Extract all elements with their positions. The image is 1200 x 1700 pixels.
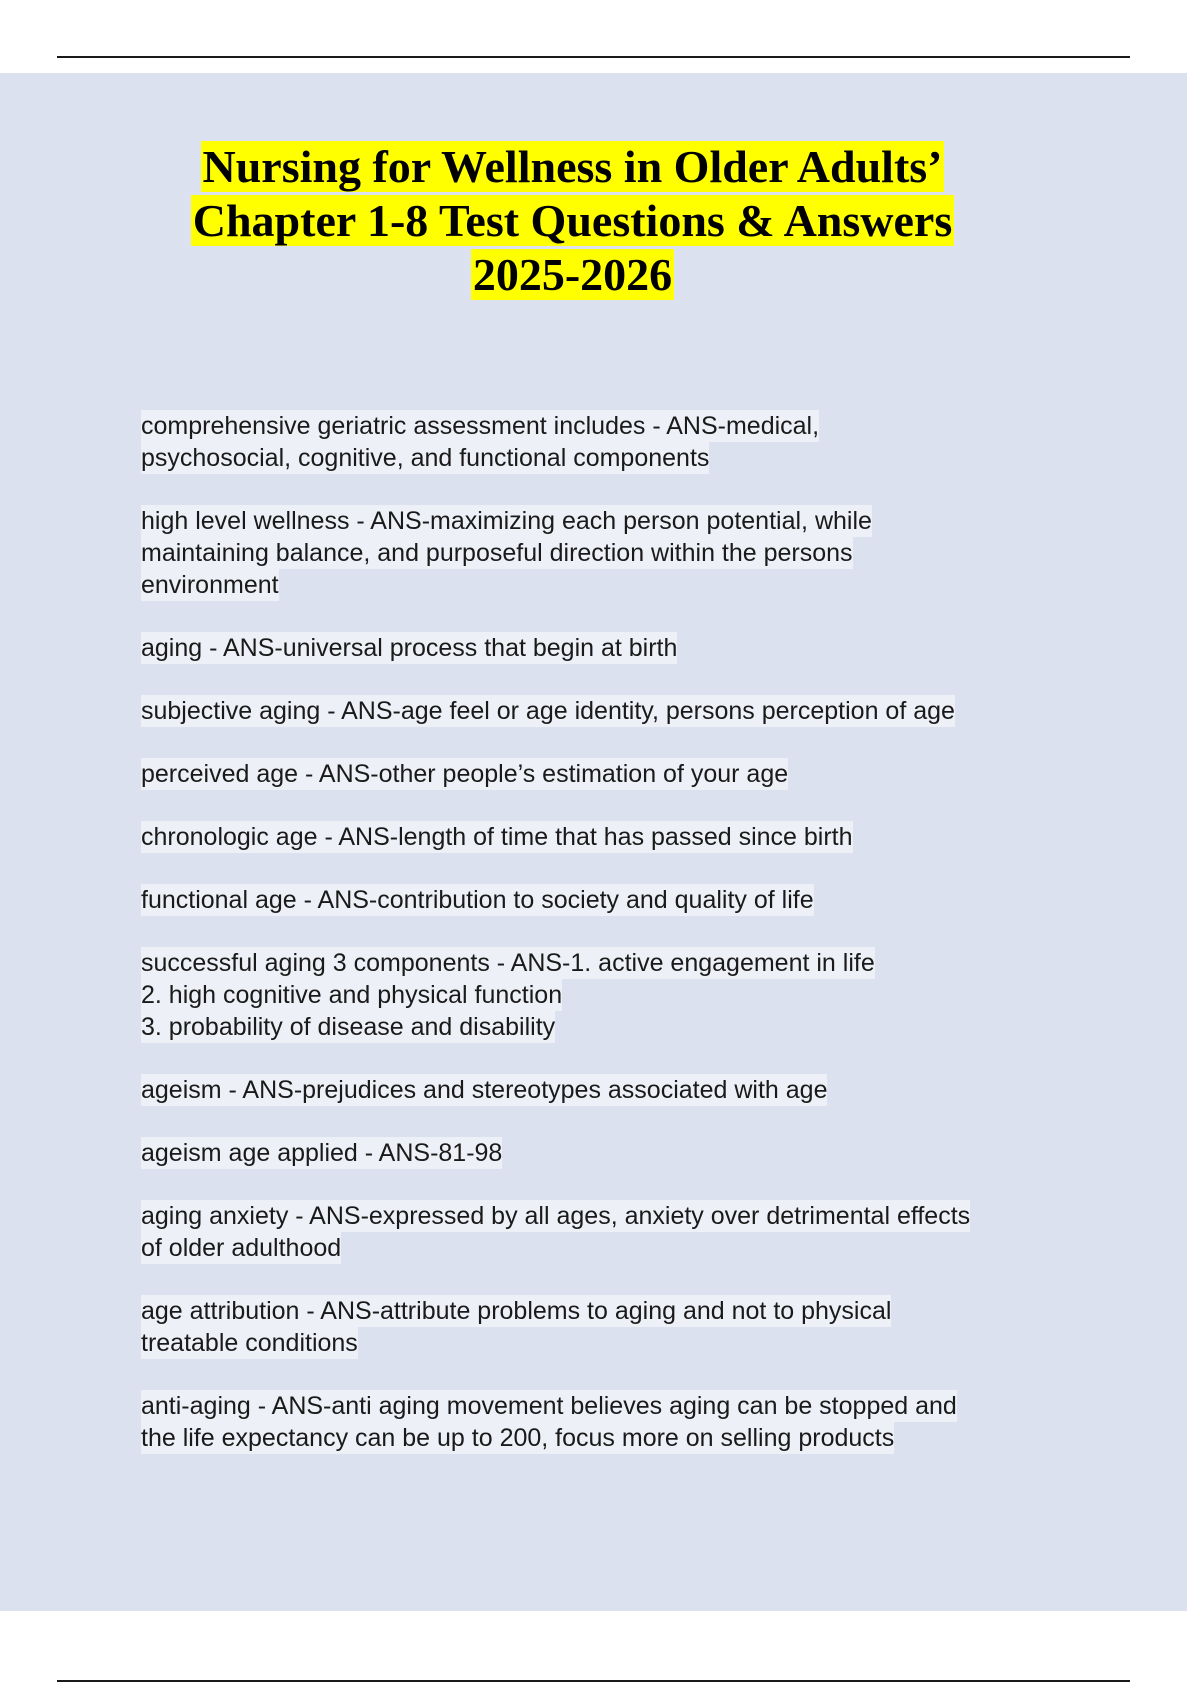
qa-list — [141, 410, 1061, 1485]
bottom-divider — [57, 1680, 1130, 1682]
qa-entry — [141, 1074, 1061, 1106]
qa-line: treatable conditions — [141, 1329, 358, 1357]
document-title — [0, 140, 1145, 302]
qa-entry — [141, 410, 1061, 474]
qa-line: functional age - ANS-contribution to society and quality of life — [141, 886, 814, 914]
title-line-text: Chapter 1-8 Test Questions & Answers — [192, 195, 953, 246]
qa-entry — [141, 1390, 1061, 1454]
qa-entry — [141, 505, 1061, 601]
qa-entry — [141, 947, 1061, 1043]
qa-line: successful aging 3 components - ANS-1. active engagement in life — [141, 949, 875, 977]
qa-line: 2. high cognitive and physical function — [141, 981, 563, 1009]
qa-line: aging anxiety - ANS-expressed by all ages, anxiety over detrimental effects — [141, 1202, 971, 1230]
qa-line: the life expectancy can be up to 200, focus more on selling products — [141, 1424, 895, 1452]
qa-line: comprehensive geriatric assessment includes - ANS-medical, — [141, 412, 820, 440]
title-line-text: 2025-2026 — [472, 249, 673, 300]
qa-entry — [141, 884, 1061, 916]
qa-entry — [141, 821, 1061, 853]
qa-entry — [141, 758, 1061, 790]
qa-line: psychosocial, cognitive, and functional components — [141, 444, 710, 472]
qa-line: anti-aging - ANS-anti aging movement believes aging can be stopped and — [141, 1392, 957, 1420]
qa-entry — [141, 1137, 1061, 1169]
top-divider — [57, 56, 1130, 58]
qa-line: high level wellness - ANS-maximizing each person potential, while — [141, 507, 872, 535]
qa-entry — [141, 632, 1061, 664]
qa-line: 3. probability of disease and disability — [141, 1013, 556, 1041]
title-line — [0, 194, 1145, 248]
title-line — [0, 248, 1145, 302]
qa-line: environment — [141, 571, 279, 599]
qa-line: perceived age - ANS-other people’s estimation of your age — [141, 760, 789, 788]
qa-entry — [141, 1295, 1061, 1359]
qa-entry — [141, 1200, 1061, 1264]
qa-entry — [141, 695, 1061, 727]
qa-line: age attribution - ANS-attribute problems to aging and not to physical — [141, 1297, 892, 1325]
qa-line: ageism - ANS-prejudices and stereotypes associated with age — [141, 1076, 828, 1104]
qa-line: aging - ANS-universal process that begin at birth — [141, 634, 678, 662]
qa-line: of older adulthood — [141, 1234, 342, 1262]
qa-line: ageism age applied - ANS-81-98 — [141, 1139, 503, 1167]
title-line-text: Nursing for Wellness in Older Adults’ — [202, 141, 943, 192]
qa-line: maintaining balance, and purposeful direction within the persons — [141, 539, 853, 567]
title-line — [0, 140, 1145, 194]
qa-line: chronologic age - ANS-length of time that has passed since birth — [141, 823, 853, 851]
qa-line: subjective aging - ANS-age feel or age identity, persons perception of age — [141, 697, 955, 725]
